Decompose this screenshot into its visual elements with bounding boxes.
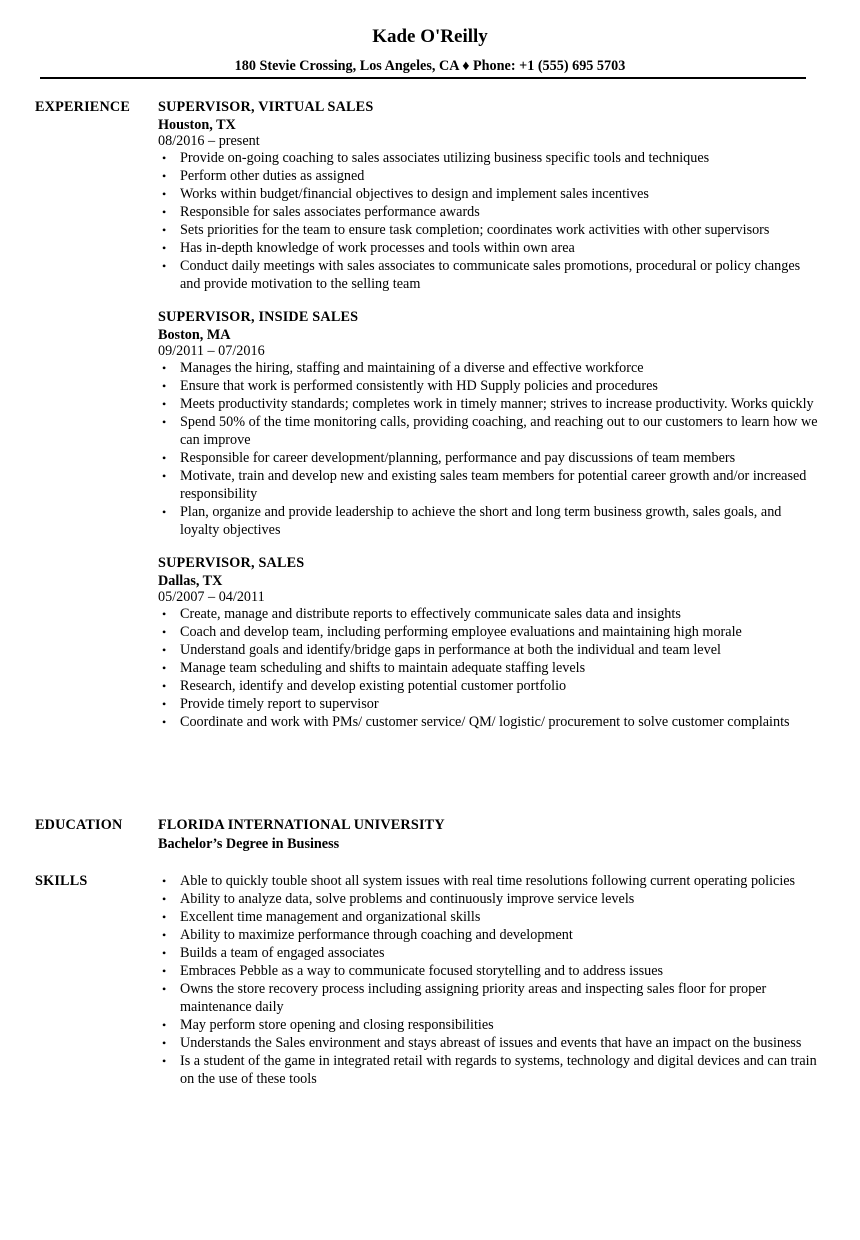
bullet-text: Spend 50% of the time monitoring calls, providing coaching, and reaching out to our customers to learn how we can improve: [180, 414, 818, 448]
bullet-item: [158, 467, 818, 503]
bullet-icon: •: [162, 661, 167, 675]
bullet-text: Meets productivity standards; completes work in timely manner; strives to increase productivity. Works quickly: [180, 396, 814, 412]
skill-text: May perform store opening and closing responsibilities: [180, 1017, 494, 1033]
job-title: SUPERVISOR, VIRTUAL SALES: [158, 99, 374, 115]
skill-item: [158, 890, 818, 908]
skill-text: Excellent time management and organizational skills: [180, 909, 481, 925]
skill-item: [158, 926, 818, 944]
bullet-item: [158, 677, 818, 695]
bullet-icon: •: [162, 715, 167, 729]
candidate-name: Kade O'Reilly: [372, 26, 488, 47]
bullet-text: Provide on-going coaching to sales associates utilizing business specific tools and techniques: [180, 150, 710, 166]
section-label-skills: SKILLS: [35, 873, 88, 889]
bullet-icon: •: [162, 982, 167, 996]
job-bullets: [158, 605, 818, 731]
skill-item: [158, 1034, 818, 1052]
resume-header: [0, 24, 860, 75]
school-name: FLORIDA INTERNATIONAL UNIVERSITY: [158, 817, 445, 833]
bullet-item: [158, 623, 818, 641]
skill-item: [158, 1016, 818, 1034]
job-title: SUPERVISOR, INSIDE SALES: [158, 309, 359, 325]
bullet-item: [158, 449, 818, 467]
degree: Bachelor’s Degree in Business: [158, 836, 340, 852]
job-entry: [158, 308, 818, 539]
experience-list: [158, 98, 818, 746]
bullet-item: [158, 203, 818, 221]
bullet-item: [158, 605, 818, 623]
contact-line: 180 Stevie Crossing, Los Angeles, CA ♦ Phone: +1 (555) 695 5703: [234, 58, 626, 74]
skill-item: [158, 1052, 818, 1088]
bullet-icon: •: [162, 379, 167, 393]
skill-text: Understands the Sales environment and stays abreast of issues and events that have an impact on the business: [180, 1035, 802, 1051]
bullet-icon: •: [162, 169, 167, 183]
job-entry: [158, 554, 818, 731]
bullet-item: [158, 641, 818, 659]
job-title: SUPERVISOR, SALES: [158, 555, 305, 571]
bullet-text: Ensure that work is performed consistently with HD Supply policies and procedures: [180, 378, 658, 394]
bullet-icon: •: [162, 892, 167, 906]
bullet-text: Coach and develop team, including performing employee evaluations and maintaining high morale: [180, 624, 742, 640]
bullet-text: Motivate, train and develop new and existing sales team members for potential career growth and/or increased responsibility: [180, 468, 807, 502]
bullet-text: Responsible for career development/planning, performance and pay discussions of team members: [180, 450, 736, 466]
bullet-icon: •: [162, 874, 167, 888]
bullet-item: [158, 239, 818, 257]
bullet-icon: •: [162, 697, 167, 711]
header-divider: [40, 77, 806, 79]
bullet-item: [158, 185, 818, 203]
bullet-item: [158, 257, 818, 293]
bullet-icon: •: [162, 643, 167, 657]
bullet-icon: •: [162, 241, 167, 255]
section-label-education: EDUCATION: [35, 817, 123, 833]
job-dates: 08/2016 – present: [158, 133, 260, 149]
skill-item: [158, 980, 818, 1016]
bullet-item: [158, 149, 818, 167]
job-dates: 05/2007 – 04/2011: [158, 589, 265, 605]
job-location: Boston, MA: [158, 327, 231, 343]
bullet-text: Plan, organize and provide leadership to achieve the short and long term business growth, sales goals, and loyalty objectives: [180, 504, 782, 538]
bullet-icon: •: [162, 259, 167, 273]
bullet-text: Manages the hiring, staffing and maintaining of a diverse and effective workforce: [180, 360, 644, 376]
bullet-text: Conduct daily meetings with sales associates to communicate sales promotions, procedural or policy changes and provide motivation to the selling team: [180, 258, 801, 292]
job-location: Dallas, TX: [158, 573, 223, 589]
skill-text: Owns the store recovery process including assigning priority areas and inspecting sales floor for proper maintenance daily: [180, 981, 767, 1015]
bullet-text: Research, identify and develop existing potential customer portfolio: [180, 678, 567, 694]
bullet-icon: •: [162, 607, 167, 621]
bullet-item: [158, 659, 818, 677]
bullet-icon: •: [162, 415, 167, 429]
bullet-icon: •: [162, 1018, 167, 1032]
skill-item: [158, 962, 818, 980]
skills-list: [158, 872, 818, 1088]
bullet-icon: •: [162, 469, 167, 483]
skills-body: [158, 872, 818, 1088]
bullet-icon: •: [162, 946, 167, 960]
bullet-icon: •: [162, 205, 167, 219]
bullet-icon: •: [162, 964, 167, 978]
skill-text: Is a student of the game in integrated retail with regards to systems, technology and digital devices and can train on the use of these tools: [180, 1053, 817, 1087]
skill-text: Ability to analyze data, solve problems and continuously improve service levels: [180, 891, 635, 907]
skill-item: [158, 944, 818, 962]
bullet-icon: •: [162, 1036, 167, 1050]
bullet-item: [158, 359, 818, 377]
bullet-item: [158, 503, 818, 539]
bullet-icon: •: [162, 910, 167, 924]
bullet-icon: •: [162, 451, 167, 465]
job-location: Houston, TX: [158, 117, 236, 133]
skill-item: [158, 872, 818, 890]
skill-text: Ability to maximize performance through coaching and development: [180, 927, 573, 943]
skill-text: Able to quickly touble shoot all system issues with real time resolutions following current operating policies: [180, 873, 796, 889]
bullet-item: [158, 221, 818, 239]
bullet-text: Understand goals and identify/bridge gaps in performance at both the individual and team level: [180, 642, 721, 658]
job-entry: [158, 98, 818, 293]
job-dates: 09/2011 – 07/2016: [158, 343, 265, 359]
bullet-item: [158, 413, 818, 449]
bullet-icon: •: [162, 397, 167, 411]
skill-item: [158, 908, 818, 926]
job-bullets: [158, 359, 818, 539]
bullet-icon: •: [162, 625, 167, 639]
bullet-icon: •: [162, 223, 167, 237]
bullet-text: Works within budget/financial objectives to design and implement sales incentives: [180, 186, 649, 202]
bullet-item: [158, 377, 818, 395]
bullet-text: Coordinate and work with PMs/ customer service/ QM/ logistic/ procurement to solve customer complaints: [180, 714, 790, 730]
bullet-item: [158, 695, 818, 713]
bullet-icon: •: [162, 1054, 167, 1068]
bullet-text: Create, manage and distribute reports to effectively communicate sales data and insights: [180, 606, 681, 622]
bullet-icon: •: [162, 505, 167, 519]
bullet-text: Provide timely report to supervisor: [180, 696, 379, 712]
bullet-icon: •: [162, 151, 167, 165]
skill-text: Embraces Pebble as a way to communicate focused storytelling and to address issues: [180, 963, 664, 979]
skill-text: Builds a team of engaged associates: [180, 945, 385, 961]
bullet-text: Perform other duties as assigned: [180, 168, 365, 184]
education-body: [158, 816, 818, 853]
bullet-icon: •: [162, 187, 167, 201]
bullet-text: Has in-depth knowledge of work processes and tools within own area: [180, 240, 575, 256]
bullet-text: Manage team scheduling and shifts to maintain adequate staffing levels: [180, 660, 586, 676]
section-label-experience: EXPERIENCE: [35, 99, 131, 115]
bullet-item: [158, 167, 818, 185]
bullet-item: [158, 713, 818, 731]
bullet-text: Responsible for sales associates performance awards: [180, 204, 480, 220]
bullet-item: [158, 395, 818, 413]
bullet-icon: •: [162, 679, 167, 693]
bullet-text: Sets priorities for the team to ensure task completion; coordinates work activities with other supervisors: [180, 222, 770, 238]
bullet-icon: •: [162, 361, 167, 375]
bullet-icon: •: [162, 928, 167, 942]
job-bullets: [158, 149, 818, 293]
